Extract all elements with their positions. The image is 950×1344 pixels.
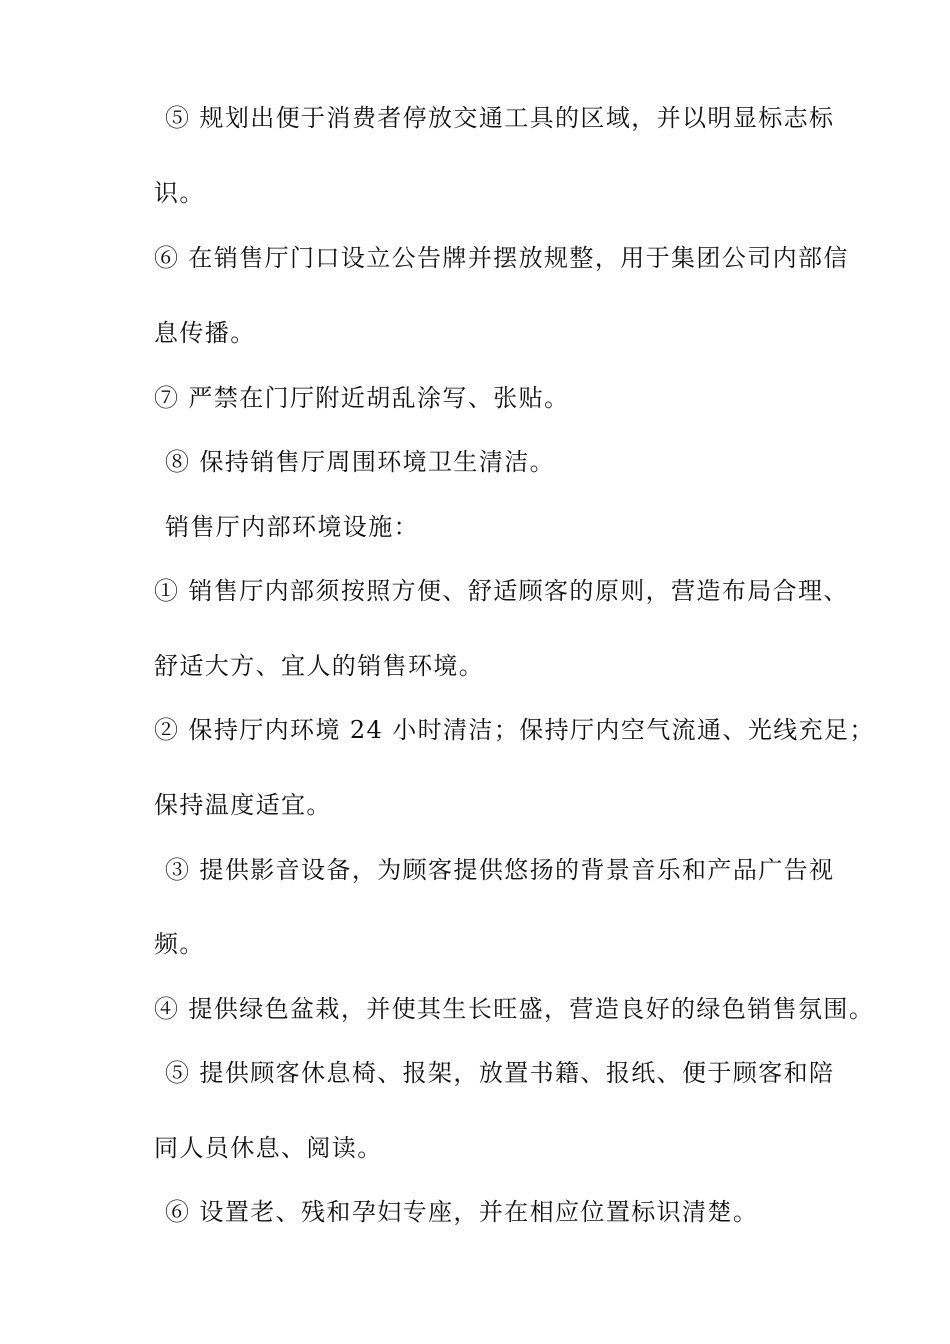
text-line-11: 保持温度适宜。: [154, 791, 332, 819]
text-line-8: ① 销售厅内部须按照方便、舒适顾客的原则，营造布局合理、: [154, 577, 849, 605]
text-line-14: ④ 提供绿色盆栽，并使其生长旺盛，营造良好的绿色销售氛围。: [154, 995, 875, 1023]
text-line-17: ⑥ 设置老、残和孕妇专座，并在相应位置标识清楚。: [165, 1198, 759, 1226]
text-line-12: ③ 提供影音设备，为顾客提供悠扬的背景音乐和产品广告视: [165, 856, 835, 884]
section-heading: 销售厅内部环境设施：: [165, 513, 419, 541]
text-line-4: 息传播。: [154, 319, 256, 347]
text-line-5: ⑦ 严禁在门厅附近胡乱涂写、张贴。: [154, 384, 570, 412]
text-line-9: 舒适大方、宜人的销售环境。: [154, 652, 485, 680]
text-line-2: 识。: [154, 179, 205, 207]
text-line-1: ⑤ 规划出便于消费者停放交通工具的区域，并以明显标志标: [165, 104, 835, 132]
text-line-15: ⑤ 提供顾客休息椅、报架，放置书籍、报纸、便于顾客和陪: [165, 1059, 835, 1087]
text-line-16: 同人员休息、阅读。: [154, 1134, 383, 1162]
text-line-13: 频。: [154, 930, 205, 958]
text-line-6: ⑧ 保持销售厅周围环境卫生清洁。: [165, 448, 556, 476]
text-line-10: ② 保持厅内环境 24 小时清洁；保持厅内空气流通、光线充足；: [154, 716, 875, 744]
text-line-3: ⑥ 在销售厅门口设立公告牌并摆放规整，用于集团公司内部信: [154, 244, 849, 272]
